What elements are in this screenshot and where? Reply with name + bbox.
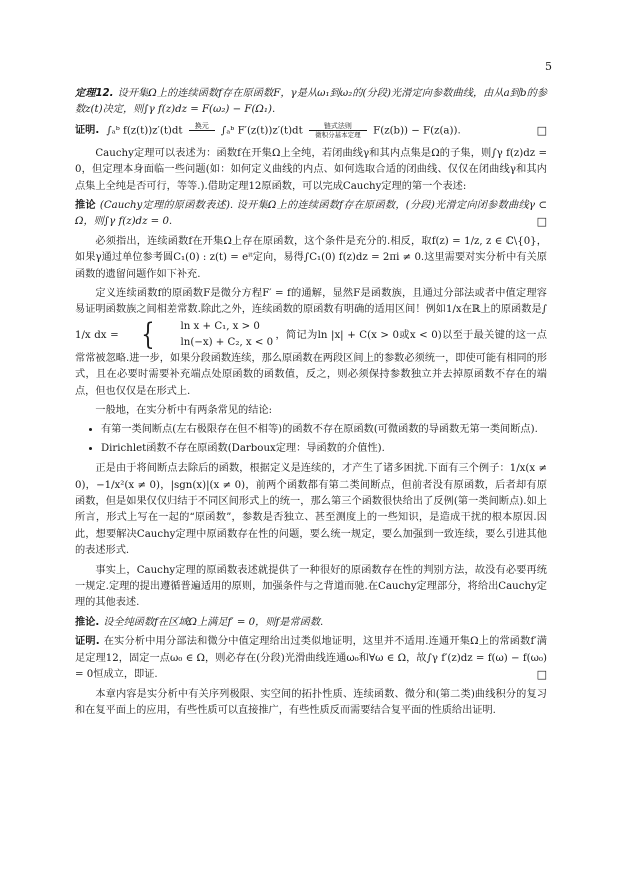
- paragraph-fact: 事实上，Cauchy定理的原函数表述就提供了一种很好的原函数存在性的判别方法，故没有必要再统一规定.定理的提出遵循普遍适用的原则，加强条件与之背道而驰.在Cauchy定理部分，将给出Cauchy定理的其他表述.: [75, 564, 547, 609]
- paragraph-summary: 本章内容是实分析中有关序列极限、实空间的拓扑性质、连续函数、微分和(第二类)曲线积分的复习和在复平面上的应用，有些性质可以直接推广，有些性质反而需要结合复平面的性质给出证明.: [75, 688, 547, 716]
- proof-1-equation: [75, 122, 461, 140]
- proof-1-label: 证明.: [75, 125, 100, 137]
- proof-1: [75, 122, 547, 140]
- chain-rule-arrow-label: 链式法则: [323, 121, 352, 130]
- proof-2-text: 在实分析中用分部法和微分中值定理给出过类似地证明，这里并不适用.连通开集Ω上的常函数f′满足定理12，固定一点ω₀ ∈ Ω，则必存在(分段)光滑曲线连通ω₀和∀ω ∈ Ω，故∫γ f′(z)dz = f(ω) − f(ω₀) = 0恒成立，即证.: [75, 636, 547, 681]
- substitution-arrow: [189, 122, 215, 139]
- list-item: • Dirichlet函数不存在原函数(Darboux定理：导函数的介值性).: [101, 441, 547, 457]
- qed-mark: □: [536, 668, 547, 682]
- left-brace: {: [140, 316, 155, 352]
- case-positive: ln x + C₁, x > 0: [180, 320, 260, 332]
- paragraph-define-pre: 定义连续函数f的原函数F是微分方程F′ = f的通解，显然F是函数族，且通过分部法或者中值定理容易证明函数族之间相差常数.除此之外，连续函数的原函数有明确的适用区间！例如1/x在ℝ上的原函数是∫ 1/x dx =: [75, 287, 547, 341]
- list-item: • 有第一类间断点(左右极限存在但不相等)的函数不存在原函数(可微函数的导函数无第一类间断点).: [101, 422, 547, 438]
- proof-1-middle: ∫ₐᵇ F′(z(t))z′(t)dt: [221, 125, 303, 137]
- paragraph-necessary: 必须指出，连续函数f在开集Ω上存在原函数，这个条件是充分的.相反，取f(z) = 1/z, z ∈ ℂ\{0}，如果γ通过单位参考圆C₁(0) : z(t) = eⁱᵗ定向，易得∫C₁(0) f(z)dz = 2πi ≠ 0.这里需要对实分析中有关原函数的遗留问题作如下补充.: [75, 235, 547, 280]
- conclusion-list: [75, 422, 547, 457]
- corollary-cauchy-text: (Cauchy定理的原函数表述). 设开集Ω上的连续函数f存在原函数，(分段)光滑定向闭参数曲线γ ⊂ Ω，则∫γ f(z)dz = 0.: [75, 199, 547, 228]
- fundamental-theorem-label: 微积分基本定理: [315, 130, 361, 139]
- piecewise-cases: [121, 316, 274, 352]
- theorem-12: [75, 86, 547, 119]
- proof-2-label: 证明.: [75, 636, 100, 648]
- corollary-constant-text: 设全纯函数f在区域Ω上满足f′ = 0，则f是常函数.: [103, 616, 324, 628]
- corollary-cauchy-label: 推论: [75, 199, 96, 211]
- paragraph-cauchy: Cauchy定理可以表述为：函数f在开集Ω上全纯，若闭曲线γ和其内点集是Ω的子集，则∫γ f(z)dz = 0，但定理本身面临一些问题(如：如何定义曲线的内点、如何选取合适的闭曲线、仅仅在闭曲线γ和其内点集上全纯是否可行，等等.).借助定理12原函数，可以完成Cauchy定理的第一个表述:: [75, 147, 547, 192]
- corollary-constant: [75, 615, 547, 631]
- proof-1-left: ∫ₐᵇ f(z(t))z′(t)dt: [106, 125, 183, 137]
- substitution-arrow-label: 换元: [194, 121, 209, 130]
- page-number: 5: [545, 60, 552, 73]
- corollary-constant-label: 推论.: [75, 616, 100, 628]
- paragraph-define: [75, 286, 547, 400]
- theorem-12-text: 设开集Ω上的连续函数f存在原函数F，γ是从ω₁到ω₂的(分段)光滑定向参数曲线，由从a到b的参数z(t)决定，则∫γ f(z)dz = F(ω₂) − F(Ω₁).: [75, 88, 548, 116]
- theorem-12-label: 定理12.: [75, 88, 114, 99]
- page-content: [75, 86, 547, 722]
- corollary-cauchy: [75, 198, 547, 231]
- paragraph-examples: 正是由于将间断点去除后的函数，根据定义是连续的，才产生了诸多困扰.下面有三个例子：1/x(x ≠ 0)，−1/x²(x ≠ 0)，|sgn(x)|(x ≠ 0)，前两个函数都有第二类间断点，但前者没有原函数，后者却有原函数，但是如果仅仅归结于不同区间形式上的统一，那么第三个函数很快给出了反例(第一类间断点).如上所言，形式上写在一起的“原函数”，参数是否独立、甚至测度上的一些知识，是造成干扰的根本原因.因此，想要解决Cauchy定理中原函数存在性的问题，要么统一规定，要么加强到一致连续，要么引进其他的表述形式.: [75, 463, 547, 557]
- proof-1-right: F(z(b)) − F(z(a)).: [373, 125, 461, 137]
- proof-2: [75, 634, 547, 683]
- qed-mark: □: [536, 215, 547, 229]
- paragraph-define-post: ，简记为ln |x| + C(x > 0或x < 0)以至于最关键的这一点常常被忽略.进一步，如果分段函数连续，那么原函数在两段区间上的参数必须统一，即使可能有相同的形式，且在必要时需要补充端点处原函数的函数值，反之，则必须保持参数独立并去掉原函数不存在的端点，但也仅仅是在形式上.: [75, 329, 547, 397]
- case-negative: ln(−x) + C₂, x < 0: [180, 336, 274, 348]
- paragraph-general: 一般地，在实分析中有两条常见的结论:: [95, 405, 273, 416]
- chain-rule-arrow: [309, 122, 367, 139]
- qed-mark: □: [536, 123, 547, 137]
